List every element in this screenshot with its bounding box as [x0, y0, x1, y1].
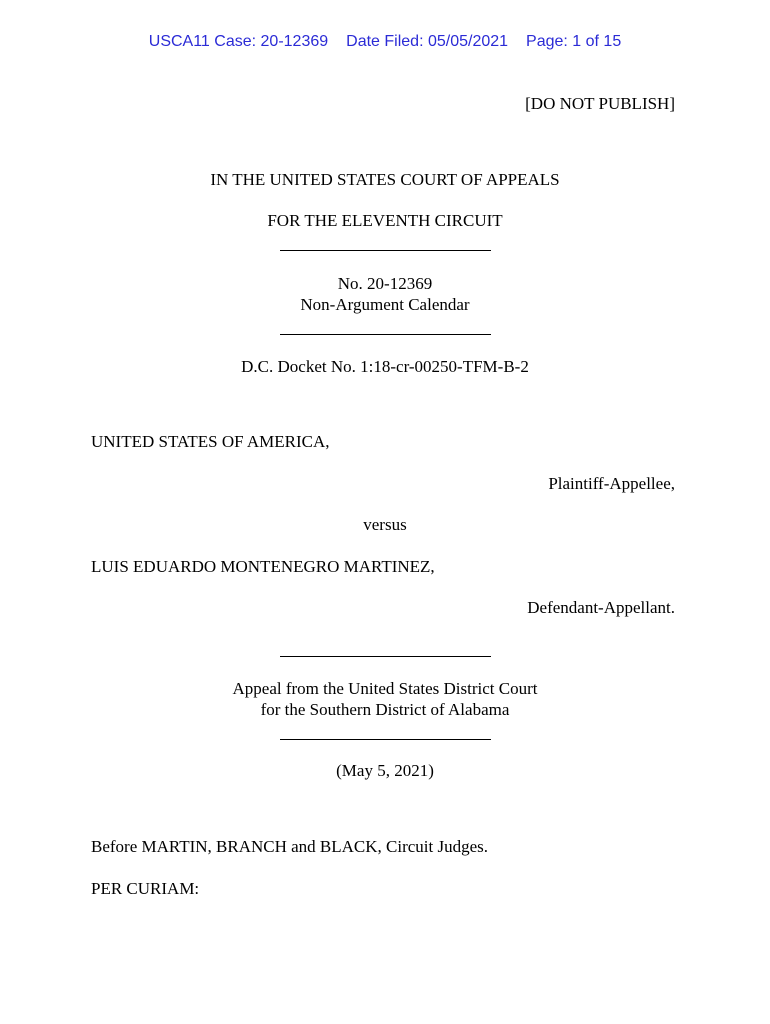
divider-rule: [280, 739, 491, 740]
plaintiff-name: UNITED STATES OF AMERICA,: [91, 432, 330, 451]
case-number: No. 20-12369: [337, 274, 433, 293]
circuit-name: FOR THE ELEVENTH CIRCUIT: [267, 211, 503, 230]
plaintiff-role: Plaintiff-Appellee,: [548, 474, 675, 493]
versus-label: versus: [363, 515, 407, 534]
appeal-origin-line1: Appeal from the United States District Court: [232, 679, 538, 698]
page-count-stamp: Page: 1 of 15: [526, 33, 622, 50]
docket-number: D.C. Docket No. 1:18-cr-00250-TFM-B-2: [241, 357, 529, 376]
defendant-name: LUIS EDUARDO MONTENEGRO MARTINEZ,: [91, 557, 435, 576]
panel-judges: Before MARTIN, BRANCH and BLACK, Circuit Judges.: [91, 837, 489, 856]
defendant-role: Defendant-Appellant.: [527, 598, 675, 617]
publication-note: [DO NOT PUBLISH]: [525, 94, 675, 113]
calendar-type: Non-Argument Calendar: [300, 295, 470, 314]
divider-rule: [280, 334, 491, 335]
divider-rule: [280, 656, 491, 657]
decision-date: (May 5, 2021): [336, 761, 434, 780]
divider-rule: [280, 250, 491, 251]
date-filed-stamp: Date Filed: 05/05/2021: [346, 33, 509, 50]
filing-header-stamp: [0, 33, 770, 51]
per-curiam-heading: PER CURIAM:: [91, 879, 200, 898]
case-number-stamp: USCA11 Case: 20-12369: [148, 33, 329, 50]
appeal-origin-line2: for the Southern District of Alabama: [260, 700, 510, 719]
court-name: IN THE UNITED STATES COURT OF APPEALS: [210, 170, 560, 189]
